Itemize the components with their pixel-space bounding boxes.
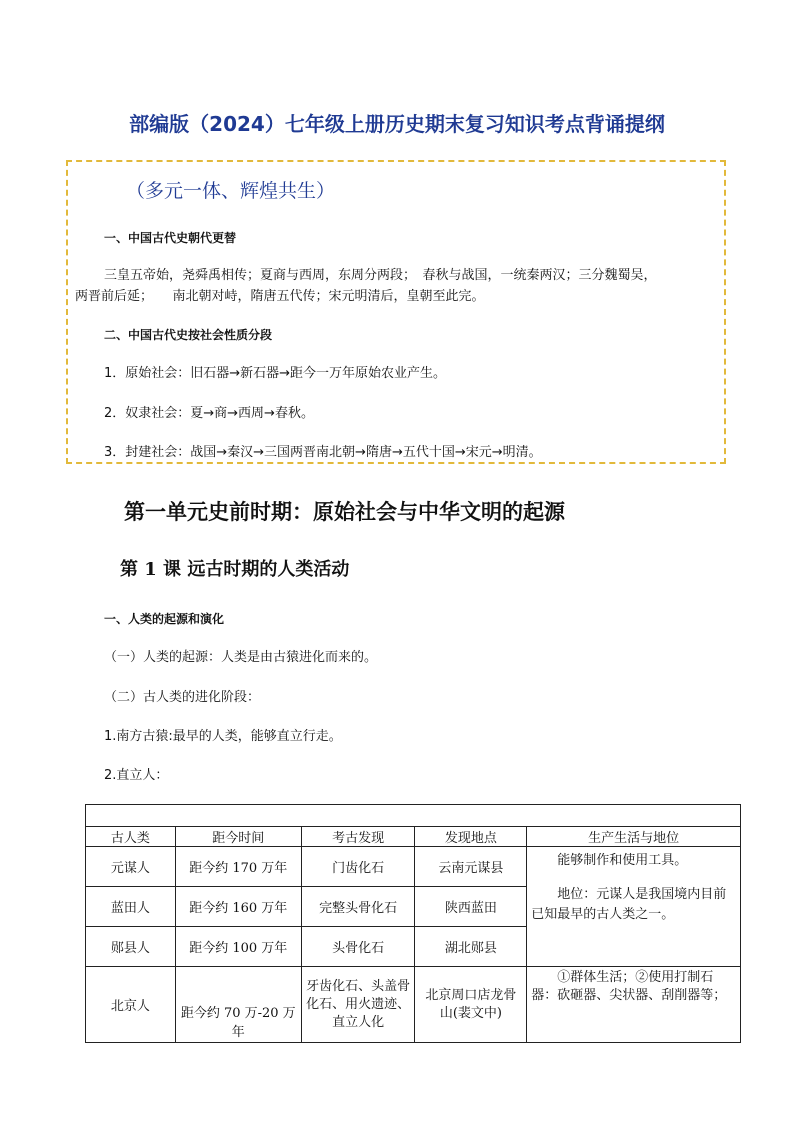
cell-name: 郧县人 bbox=[86, 927, 176, 967]
table-row bbox=[86, 847, 741, 887]
unit-title: 第一单元史前时期：原始社会与中华文明的起源 bbox=[124, 499, 565, 524]
table-header-row bbox=[86, 827, 741, 847]
dynasty-verse-line1: 三皇五帝始，尧舜禹相传；夏商与西周，东周分两段； 春秋与战国，一统秦两汉；三分魏蜀吴， bbox=[104, 268, 657, 283]
cell-name: 北京人 bbox=[86, 967, 176, 1043]
header-cell: 距今时间 bbox=[175, 827, 301, 847]
section-heading-dynasties: 一、中国古代史朝代更替 bbox=[104, 231, 237, 245]
stages-text: （二）古人类的进化阶段： bbox=[104, 690, 261, 705]
cell-name: 蓝田人 bbox=[86, 887, 176, 927]
cell-finds: 头骨化石 bbox=[301, 927, 415, 967]
page-title: 部编版（2024）七年级上册历史期末复习知识考点背诵提纲 bbox=[129, 112, 665, 136]
section-heading-society: 二、中国古代史按社会性质分段 bbox=[104, 328, 273, 342]
cell-place: 湖北郧县 bbox=[415, 927, 527, 967]
cell-finds: 牙齿化石、头盖骨化石、用火遗迹、直立人化 bbox=[301, 967, 415, 1043]
cell-time: 距今约 160 万年 bbox=[175, 887, 301, 927]
cell-finds: 门齿化石 bbox=[301, 847, 415, 887]
point-homo-erectus: 2.直立人： bbox=[104, 768, 169, 783]
lesson-heading: 一、人类的起源和演化 bbox=[104, 612, 225, 626]
header-cell: 古人类 bbox=[86, 827, 176, 847]
lesson-title: 第 1 课 远古时期的人类活动 bbox=[120, 559, 350, 580]
cell-place: 云南元谋县 bbox=[415, 847, 527, 887]
cell-place: 北京周口店龙骨山(裴文中) bbox=[415, 967, 527, 1043]
society-item-feudal: 3．封建社会：战国→秦汉→三国两晋南北朝→隋唐→五代十国→宋元→明清。 bbox=[104, 445, 542, 460]
table-top-bar bbox=[85, 804, 741, 826]
header-cell: 生产生活与地位 bbox=[527, 827, 741, 847]
cell-name: 元谋人 bbox=[86, 847, 176, 887]
cell-time: 距今约 70 万-20 万年 bbox=[175, 967, 301, 1043]
life-text-status: 地位：元谋人是我国境内目前已知最早的古人类之一。 bbox=[531, 887, 727, 922]
cell-life-beijing: ①群体生活；②使用打制石器：砍砸器、尖状器、刮削器等； bbox=[527, 967, 741, 1043]
society-item-slave: 2．奴隶社会：夏→商→西周→春秋。 bbox=[104, 406, 314, 421]
cell-time: 距今约 170 万年 bbox=[175, 847, 301, 887]
table-row bbox=[86, 967, 741, 1043]
origin-text: （一）人类的起源：人类是由古猿进化而来的。 bbox=[104, 650, 378, 665]
ancient-humans-table bbox=[85, 826, 741, 1043]
header-cell: 考古发现 bbox=[301, 827, 415, 847]
cell-time: 距今约 100 万年 bbox=[175, 927, 301, 967]
cell-life-early bbox=[527, 847, 741, 967]
cell-finds: 完整头骨化石 bbox=[301, 887, 415, 927]
box-subtitle: （多元一体、辉煌共生） bbox=[126, 180, 336, 202]
point-australopithecus: 1.南方古猿:最早的人类，能够直立行走。 bbox=[104, 729, 342, 744]
cell-place: 陕西蓝田 bbox=[415, 887, 527, 927]
society-item-primitive: 1．原始社会：旧石器→新石器→距今一万年原始农业产生。 bbox=[104, 366, 447, 381]
life-text-tools: 能够制作和使用工具。 bbox=[557, 853, 688, 868]
dynasty-verse-line2: 两晋前后延； 南北朝对峙，隋唐五代传；宋元明清后，皇朝至此完。 bbox=[75, 289, 485, 304]
header-cell: 发现地点 bbox=[415, 827, 527, 847]
